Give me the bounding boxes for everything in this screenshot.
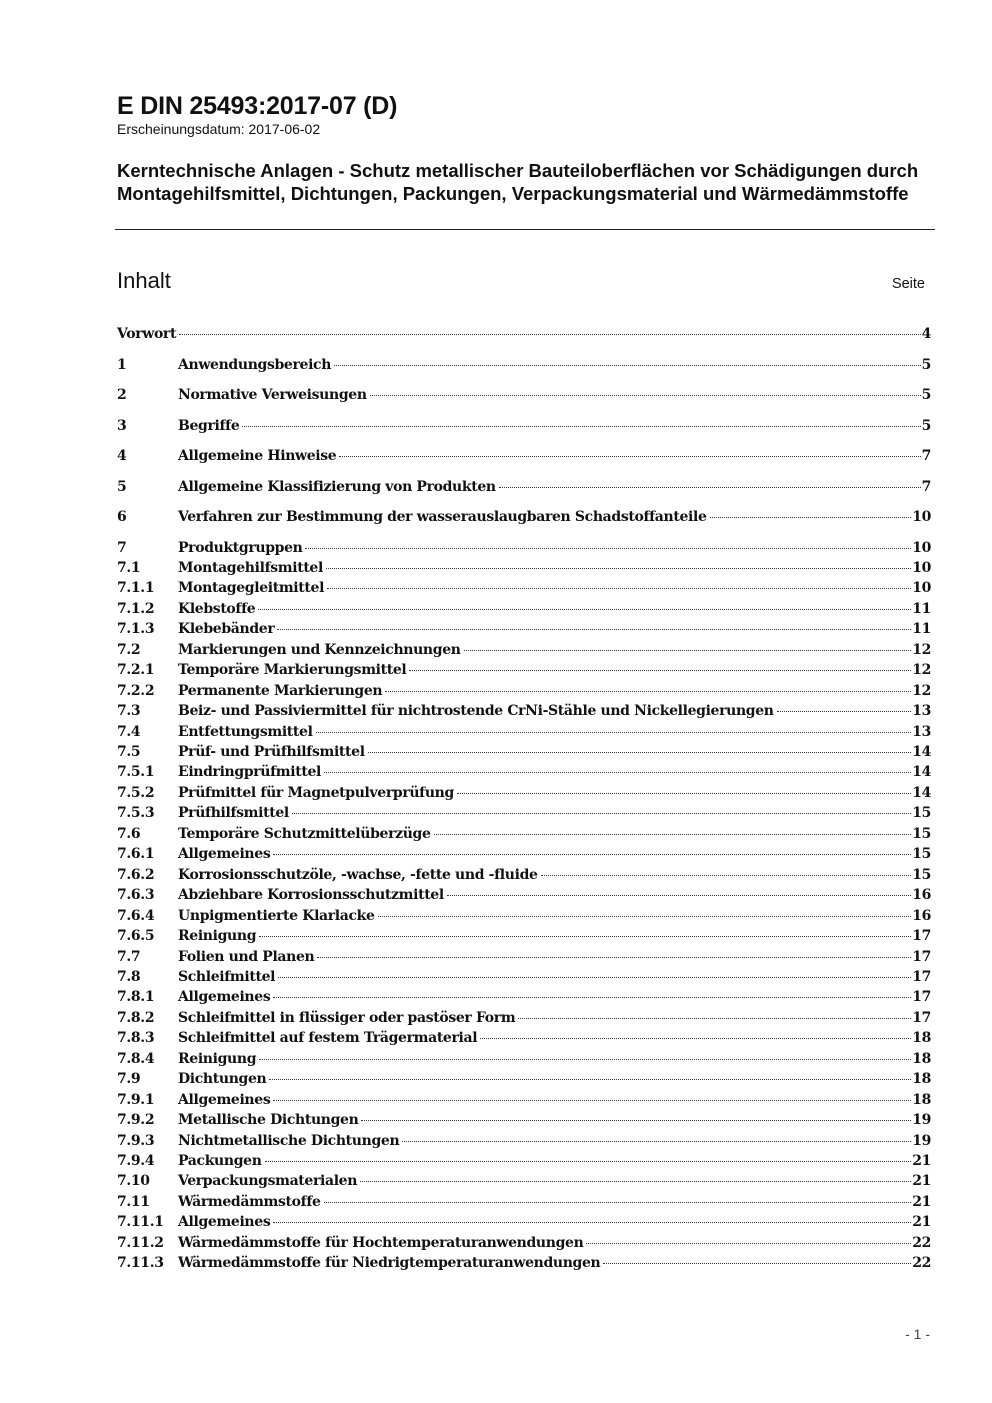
toc-entry-number: 7.1.1 — [117, 580, 155, 597]
toc-entry[interactable] — [117, 1235, 931, 1255]
toc-heading: Inhalt — [117, 268, 171, 293]
toc-entry[interactable] — [117, 387, 931, 407]
toc-entry[interactable] — [117, 744, 931, 764]
toc-entry[interactable] — [117, 764, 931, 784]
toc-entry-title: Eindringprüfmittel — [178, 764, 321, 781]
toc-entry-number: 7.11 — [117, 1193, 150, 1210]
toc-entry-number: 7.2.1 — [117, 662, 155, 679]
toc-entry-number: 7.1.3 — [117, 621, 155, 638]
toc-entry-title: Allgemeine Hinweise — [178, 448, 337, 464]
toc-entry-number: 7.9.4 — [117, 1153, 155, 1169]
toc-entry-title: Prüfhilfsmittel — [178, 805, 289, 822]
toc-entry-title: Prüf- und Prüfhilfsmittel — [178, 744, 365, 760]
toc-entry-page: 10 — [912, 509, 931, 525]
toc-leader-dots — [361, 1119, 911, 1121]
toc-leader-dots — [269, 1078, 911, 1080]
toc-entry[interactable] — [117, 621, 931, 641]
toc-entry[interactable] — [117, 928, 931, 948]
toc-entry-page: 12 — [912, 682, 931, 699]
toc-entry-page: 17 — [912, 968, 931, 985]
publication-date: Erscheinungsdatum: 2017-06-02 — [117, 121, 321, 137]
toc-leader-dots — [370, 394, 921, 396]
toc-entry-title: Abziehbare Korrosionsschutzmittel — [178, 887, 444, 904]
toc-entry-title: Schleifmittel in flüssiger oder pastöser Form — [178, 1009, 516, 1026]
toc-entry-page: 19 — [912, 1112, 931, 1129]
toc-entry-page: 5 — [921, 356, 931, 373]
toc-entry-page: 13 — [912, 723, 931, 740]
toc-leader-dots — [278, 976, 911, 978]
toc-entry-title: Temporäre Schutzmittelüberzüge — [178, 825, 431, 842]
toc-leader-dots — [586, 1242, 911, 1244]
toc-entry[interactable] — [117, 540, 931, 560]
toc-entry-number: 7.9.2 — [117, 1112, 155, 1129]
toc-entry-page: 18 — [912, 1091, 931, 1108]
toc-entry-number: 7.3 — [117, 703, 141, 720]
toc-entry-title: Entfettungsmittel — [178, 723, 313, 740]
toc-entry[interactable] — [117, 1255, 931, 1275]
toc-entry[interactable] — [117, 1030, 931, 1050]
toc-entry[interactable] — [117, 1010, 931, 1030]
toc-entry-title: Metallische Dichtungen — [178, 1112, 359, 1129]
toc-entry[interactable] — [117, 703, 931, 723]
toc-entry-page: 10 — [912, 559, 931, 576]
toc-entry-page: 12 — [912, 641, 931, 658]
toc-entry-page: 14 — [912, 784, 931, 801]
toc-entry-page: 7 — [921, 448, 931, 464]
toc-entry-page: 18 — [912, 1050, 931, 1067]
toc-leader-dots — [259, 1058, 911, 1060]
toc-entry-number: 7.1 — [117, 559, 141, 576]
toc-entry-page: 17 — [912, 928, 931, 945]
toc-leader-dots — [316, 731, 912, 733]
toc-entry-title: Nichtmetallische Dichtungen — [178, 1132, 400, 1149]
toc-entry-number: 7.11.1 — [117, 1214, 164, 1231]
toc-leader-dots — [273, 853, 911, 855]
toc-entry-number: 7.7 — [117, 948, 141, 965]
toc-entry-page: 10 — [912, 580, 931, 597]
toc-entry[interactable] — [117, 580, 931, 600]
toc-entry-title: Schleifmittel — [178, 968, 276, 985]
toc-entry[interactable] — [117, 418, 931, 438]
toc-entry[interactable] — [117, 683, 931, 703]
toc-leader-dots — [368, 751, 912, 753]
toc-entry[interactable] — [117, 1051, 931, 1071]
toc-entry-title: Allgemeines — [178, 1214, 271, 1231]
toc-entry[interactable] — [117, 969, 931, 989]
toc-entry-title: Dichtungen — [178, 1071, 267, 1088]
toc-leader-dots — [259, 935, 911, 937]
toc-leader-dots — [603, 1262, 911, 1264]
toc-entry-number: 2 — [117, 387, 127, 403]
toc-entry-page: 17 — [912, 948, 931, 965]
toc-entry[interactable] — [117, 1071, 931, 1091]
toc-entry-title: Normative Verweisungen — [178, 387, 367, 403]
toc-entry-page: 21 — [912, 1153, 931, 1169]
toc-leader-dots — [339, 455, 920, 457]
toc-entry-number: 7.5 — [117, 744, 141, 760]
toc-leader-dots — [265, 1160, 912, 1162]
toc-leader-dots — [292, 812, 911, 814]
toc-entry[interactable] — [117, 826, 931, 846]
toc-entry-page: 5 — [921, 387, 931, 403]
toc-entry-number: 7.6.1 — [117, 846, 155, 863]
toc-entry-title: Montagehilfsmittel — [178, 559, 323, 576]
toc-entry-number: 1 — [117, 356, 127, 373]
toc-entry-number: 7.9.3 — [117, 1132, 155, 1149]
toc-entry-title: Reinigung — [178, 1050, 257, 1067]
toc-entry-title: Wärmedämmstoffe — [178, 1193, 321, 1210]
title-divider — [115, 229, 935, 230]
toc-entry-number: 7.6.4 — [117, 907, 155, 924]
toc-entry-title: Klebstoffe — [178, 600, 256, 617]
toc-entry-number: 7.5.3 — [117, 805, 155, 822]
toc-entry[interactable] — [117, 601, 931, 621]
toc-entry-page: 14 — [912, 764, 931, 781]
toc-entry[interactable] — [117, 949, 931, 969]
toc-entry-number: 7.6.2 — [117, 866, 155, 883]
toc-leader-dots — [324, 1201, 912, 1203]
toc-entry-page: 4 — [921, 326, 931, 342]
toc-entry-number: 7.8.2 — [117, 1009, 155, 1026]
toc-entry-page: 19 — [912, 1132, 931, 1149]
toc-leader-dots — [409, 669, 911, 671]
toc-entry[interactable] — [117, 846, 931, 866]
toc-entry[interactable] — [117, 887, 931, 907]
toc-entry[interactable] — [117, 1153, 931, 1173]
toc-entry-title: Permanente Markierungen — [178, 682, 383, 699]
toc-entry[interactable] — [117, 724, 931, 744]
toc-leader-dots — [710, 516, 912, 518]
toc-entry-title: Packungen — [178, 1153, 262, 1169]
toc-entry-page: 16 — [912, 907, 931, 924]
toc-leader-dots — [305, 547, 911, 549]
toc-entry[interactable] — [117, 989, 931, 1009]
toc-entry-number: 7.5.1 — [117, 764, 155, 781]
toc-entry[interactable] — [117, 1112, 931, 1132]
toc-entry-title: Schleifmittel auf festem Trägermaterial — [178, 1030, 478, 1047]
toc-leader-dots — [317, 956, 911, 958]
toc-entry[interactable] — [117, 1194, 931, 1214]
toc-entry[interactable] — [117, 1214, 931, 1234]
toc-entry[interactable] — [117, 867, 931, 887]
toc-entry-page: 17 — [912, 1009, 931, 1026]
toc-entry-page: 15 — [912, 825, 931, 842]
toc-entry-title: Montagegleitmittel — [178, 580, 325, 597]
toc-leader-dots — [324, 771, 911, 773]
toc-leader-dots — [360, 1180, 911, 1182]
toc-entry-page: 21 — [912, 1173, 931, 1190]
toc-entry-title: Begriffe — [178, 417, 240, 434]
toc-leader-dots — [273, 1099, 911, 1101]
toc-entry-number: 7.2.2 — [117, 682, 155, 699]
toc-entry-page: 17 — [912, 989, 931, 1006]
toc-leader-dots — [326, 567, 911, 569]
toc-leader-dots — [777, 710, 912, 712]
toc-entry[interactable] — [117, 662, 931, 682]
toc-entry-number: 7.9.1 — [117, 1091, 155, 1108]
toc-entry-title: Wärmedämmstoffe für Niedrigtemperaturanwendungen — [178, 1255, 601, 1272]
toc-leader-dots — [273, 1221, 911, 1223]
toc-entry-page: 14 — [912, 744, 931, 760]
toc-leader-dots — [385, 690, 911, 692]
toc-entry-number: 7.11.2 — [117, 1234, 164, 1251]
toc-entry-title: Allgemeines — [178, 1091, 271, 1108]
toc-entry-number: 6 — [117, 509, 127, 525]
toc-entry[interactable] — [117, 1173, 931, 1193]
toc-entry[interactable] — [117, 357, 931, 377]
toc-entry-number: 7.10 — [117, 1173, 150, 1190]
toc-entry-number: 7.11.3 — [117, 1255, 164, 1272]
toc-leader-dots — [447, 894, 911, 896]
toc-entry-number: 7.6.5 — [117, 928, 155, 945]
toc-entry[interactable] — [117, 560, 931, 580]
toc-entry-number: 7.5.2 — [117, 784, 155, 801]
toc-leader-dots — [277, 628, 911, 630]
toc-entry-page: 11 — [912, 621, 931, 638]
toc-entry[interactable] — [117, 479, 931, 499]
toc-entry-page: 21 — [912, 1193, 931, 1210]
toc-entry-title: Allgemeines — [178, 989, 271, 1006]
toc-entry-page: 16 — [912, 887, 931, 904]
toc-leader-dots — [480, 1037, 911, 1039]
toc-entry-title: Reinigung — [178, 928, 257, 945]
document-id: E DIN 25493:2017-07 (D) — [117, 92, 398, 120]
toc-leader-dots — [273, 996, 911, 998]
toc-entry-title: Anwendungsbereich — [178, 356, 332, 373]
toc-entry-page: 5 — [921, 417, 931, 434]
toc-leader-dots — [402, 1140, 911, 1142]
toc-entry-title: Unpigmentierte Klarlacke — [178, 907, 375, 924]
toc-leader-dots — [457, 792, 911, 794]
toc-entry-page: 15 — [912, 866, 931, 883]
toc-entry-title: Wärmedämmstoffe für Hochtemperaturanwendungen — [178, 1234, 584, 1251]
toc-entry-number: 7.8.1 — [117, 989, 155, 1006]
toc-entry-title: Temporäre Markierungsmittel — [178, 662, 407, 679]
toc-entry-number: 7.6.3 — [117, 887, 155, 904]
toc-leader-dots — [518, 1017, 911, 1019]
toc-entry[interactable] — [117, 448, 931, 468]
toc-entry-number: 7.1.2 — [117, 600, 155, 617]
toc-entry-page: 21 — [912, 1214, 931, 1231]
toc-entry-title: Verpackungsmaterialen — [178, 1173, 358, 1190]
toc-entry-title: Allgemeine Klassifizierung von Produkten — [178, 478, 496, 495]
toc-entry-page: 15 — [912, 805, 931, 822]
toc-leader-dots — [541, 874, 912, 876]
toc-entry-number: 5 — [117, 478, 127, 495]
toc-entry-title: Klebebänder — [178, 621, 275, 638]
toc-entry-page: 18 — [912, 1071, 931, 1088]
toc-entry[interactable] — [117, 642, 931, 662]
toc-page-label: Seite — [891, 276, 925, 292]
document-title: Kerntechnische Anlagen - Schutz metallischer Bauteiloberflächen vor Schädigungen durch Montagehilfsmittel, Dichtungen, Packungen, Verpackungsmaterial und Wärmedämmstoffe — [117, 160, 919, 204]
toc-entry-title: Produktgruppen — [178, 539, 303, 556]
toc-entry-number: 7.2 — [117, 641, 141, 658]
toc-entry[interactable] — [117, 326, 931, 346]
toc-entry-page: 13 — [912, 703, 931, 720]
toc-entry-number: 7.8.4 — [117, 1050, 155, 1067]
toc-entry-title: Vorwort — [117, 326, 177, 342]
toc-leader-dots — [334, 364, 921, 366]
toc-entry-page: 18 — [912, 1030, 931, 1047]
toc-entry-page: 11 — [912, 600, 931, 617]
toc-leader-dots — [327, 587, 911, 589]
toc-entry[interactable] — [117, 785, 931, 805]
toc-entry-title: Korrosionsschutzöle, -wachse, -fette und -fluide — [178, 866, 538, 883]
toc-entry-number: 3 — [117, 417, 127, 434]
toc-entry-page: 10 — [912, 539, 931, 556]
toc-leader-dots — [499, 486, 921, 488]
toc-leader-dots — [179, 333, 921, 335]
toc-leader-dots — [258, 608, 911, 610]
toc-entry-page: 7 — [921, 478, 931, 495]
toc-entry[interactable] — [117, 1133, 931, 1153]
toc-entry-number: 7.4 — [117, 723, 141, 740]
toc-entry[interactable] — [117, 1092, 931, 1112]
toc-entry-page: 15 — [912, 846, 931, 863]
toc-entry-number: 4 — [117, 448, 127, 464]
toc-entry[interactable] — [117, 908, 931, 928]
toc-leader-dots — [378, 915, 912, 917]
toc-entry-number: 7 — [117, 539, 127, 556]
page-number: - 1 - — [905, 1326, 930, 1342]
toc-entry-page: 12 — [912, 662, 931, 679]
toc-entry-number: 7.8.3 — [117, 1030, 155, 1047]
toc-entry[interactable] — [117, 509, 931, 529]
toc-entry[interactable] — [117, 805, 931, 825]
toc-entry-page: 22 — [912, 1234, 931, 1251]
toc-entry-title: Folien und Planen — [178, 948, 315, 965]
toc-entry-title: Markierungen und Kennzeichnungen — [178, 641, 461, 658]
toc-leader-dots — [434, 833, 912, 835]
toc-leader-dots — [242, 425, 920, 427]
toc-entry-title: Prüfmittel für Magnetpulverprüfung — [178, 784, 454, 801]
toc-entry-number: 7.9 — [117, 1071, 141, 1088]
toc-entry-title: Verfahren zur Bestimmung der wasserauslaugbaren Schadstoffanteile — [178, 509, 707, 525]
toc-entry-title: Beiz- und Passiviermittel für nichtrostende CrNi-Stähle und Nickellegierungen — [178, 703, 774, 720]
toc-entry-title: Allgemeines — [178, 846, 271, 863]
toc-entry-number: 7.8 — [117, 968, 141, 985]
toc-leader-dots — [464, 649, 912, 651]
toc-entry-page: 22 — [912, 1255, 931, 1272]
toc-entry-number: 7.6 — [117, 825, 141, 842]
